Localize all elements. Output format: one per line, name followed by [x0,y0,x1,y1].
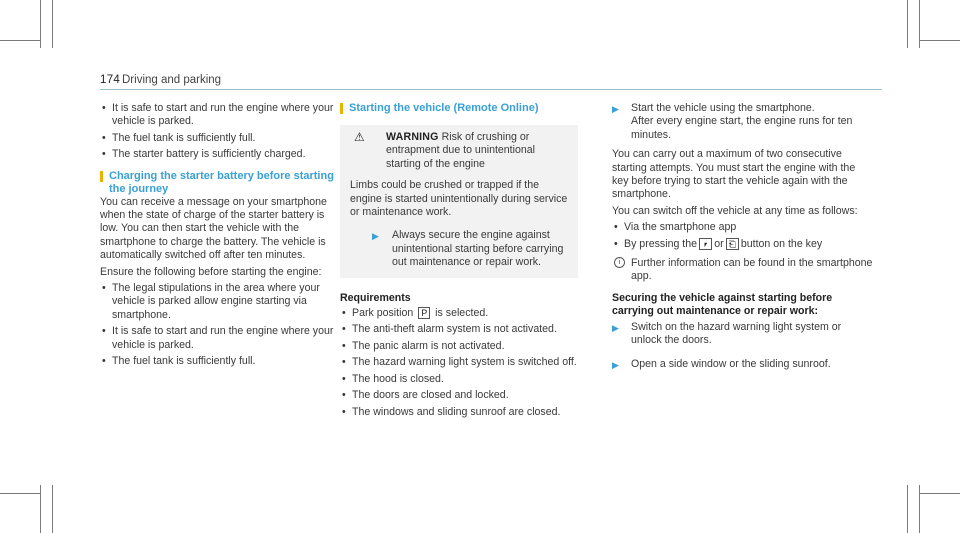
list-item: • It is safe to start and run the engine where your vehicle is parked. [100,102,338,129]
paragraph: You can receive a message on your smartphone when the state of charge of the starter battery is low. You can then start the vehicle with the smartphone to charge the battery. The vehicle is automatically switched off after ten minutes. [100,195,327,262]
crop-mark [920,40,960,41]
bullet-list [100,282,338,368]
list-item: • Park position P is selected. [340,307,578,320]
crop-mark [0,40,40,41]
warning-title: Risk of crushing or entrapment due to unintentional starting of the engine [386,131,536,170]
column-middle [340,102,578,422]
park-key-icon: P [418,307,430,319]
warning-step [350,229,570,269]
page-header [100,74,882,94]
arrow-right-icon: ▶ [612,322,619,333]
warning-header [350,131,570,171]
list-item: • The hood is closed. [340,373,578,386]
page-number: 174 [100,74,121,86]
arrow-right-icon: ▶ [372,231,379,242]
section-marker [340,103,343,114]
section-marker [100,171,103,182]
subsection-heading: Securing the vehicle against starting before carrying out maintenance or repair work: [612,291,833,318]
section-heading [340,102,578,115]
arrow-right-icon: ▶ [612,104,619,114]
header-rule [100,89,882,90]
section-title: Starting the vehicle (Remote Online) [349,102,539,114]
crop-mark [920,493,960,494]
list-item: • Via the smartphone app [612,221,874,234]
arrow-right-icon: ▶ [612,359,619,370]
list-item: • The panic alarm is not activated. [340,340,578,353]
instruction-step [612,102,874,142]
warning-step-text: Always secure the engine against unintentional starting before carrying out maintenance or repair work. [392,229,564,269]
section-title: Charging the starter battery before starting the journey [109,169,334,195]
step-result: After every engine start, the engine runs for ten minutes. [631,115,853,141]
crop-mark [52,0,53,48]
list-item: • The anti-theft alarm system is not activated. [340,323,578,336]
instruction-step [612,321,874,348]
paragraph: You can carry out a maximum of two consecutive starting attempts. You must start the engine with the key before trying to start the vehicle again with the smartphone. [612,148,856,201]
list-item: • It is safe to start and run the engine where your vehicle is parked. [100,325,338,352]
step-text: Start the vehicle using the smartphone. [631,102,815,114]
warning-body: Limbs could be crushed or trapped if the engine is started unintentionally during service or maintenance work. [350,179,568,219]
crop-mark [40,485,41,533]
crop-mark [907,0,908,48]
info-note [612,257,874,284]
requirements-list [340,307,578,419]
crop-mark [40,0,41,48]
list-item: • The fuel tank is sufficiently full. [100,355,338,368]
unlock-key-icon: ⎗ [726,238,739,250]
list-item: • The doors are closed and locked. [340,389,578,402]
instruction-step [612,358,874,371]
warning-label: WARNING [386,131,439,143]
bullet-list [100,102,338,162]
column-left [100,102,338,372]
list-item: • The starter battery is sufficiently charged. [100,148,338,161]
lock-key-icon: ⎖ [699,238,712,250]
paragraph: You can switch off the vehicle at any time as follows: [612,204,858,217]
paragraph: Ensure the following before starting the engine: [100,265,322,278]
list-item: • The hazard warning light system is switched off. [340,356,578,369]
step-text: Switch on the hazard warning light system or unlock the doors. [631,320,842,347]
step-text: Open a side window or the sliding sunroof. [631,357,831,370]
info-icon: i [614,257,625,268]
requirements-heading: Requirements [340,291,411,304]
column-right [612,102,874,371]
crop-mark [0,493,40,494]
note-text: Further information can be found in the smartphone app. [631,257,873,283]
bullet-list [612,221,874,251]
chapter-title: Driving and parking [122,74,222,86]
list-item: • The fuel tank is sufficiently full. [100,132,338,145]
list-item: • The windows and sliding sunroof are closed. [340,406,578,419]
list-item: • By pressing the ⎖ or ⎗ button on the key [612,238,874,251]
list-item: • The legal stipulations in the area where your vehicle is parked allow engine starting via smartphone. [100,282,338,322]
crop-mark [907,485,908,533]
section-heading [100,170,338,196]
warning-box [340,125,578,278]
warning-triangle-icon: ⚠ [354,130,365,144]
crop-mark [52,485,53,533]
